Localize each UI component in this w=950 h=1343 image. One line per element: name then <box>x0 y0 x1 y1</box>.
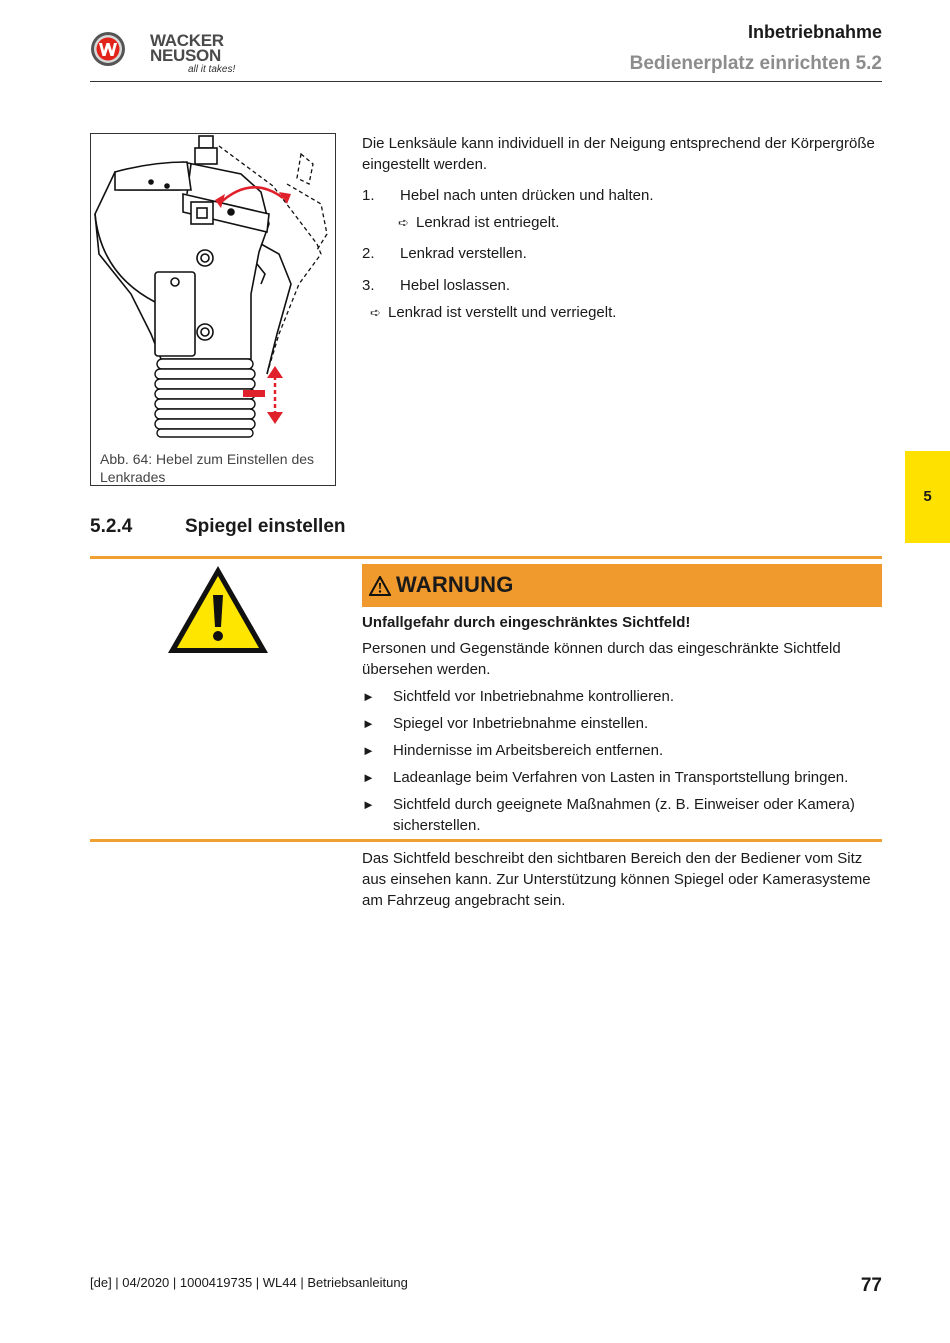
closing-paragraph: Das Sichtfeld beschreibt den sichtbaren Bereich den der Bediener vom Sitz aus einsehen kann. Zur Unterstützung können Spiegel oder Kamerasysteme am Fahrzeug angebracht sein. <box>362 850 871 909</box>
bullet-text: Spiegel vor Inbetriebnahme einstellen. <box>393 715 649 732</box>
brand-line-2: NEUSON <box>150 46 221 65</box>
result-text: Lenkrad ist entriegelt. <box>416 214 560 231</box>
warning-headline: Unfallgefahr durch eingeschränktes Sichtfeld! <box>362 614 691 631</box>
chapter-tab-label: 5 <box>923 488 932 505</box>
section-header: Bedienerplatz einrichten 5.2 <box>629 53 882 74</box>
result-text: Lenkrad ist verstellt und verriegelt. <box>388 304 617 321</box>
bullet-text: Hindernisse im Arbeitsbereich entfernen. <box>393 742 664 759</box>
final-result <box>370 302 616 323</box>
section-number: 5.2.4 <box>90 516 133 537</box>
intro-paragraph: Die Lenksäule kann individuell in der Neigung entsprechend der Körpergröße eingestellt werden. <box>362 135 875 173</box>
brand-wordmark <box>150 33 240 75</box>
bullet-arrow-icon: ► <box>362 797 375 812</box>
brand-line-1: WACKER <box>150 31 224 50</box>
warning-bottom-rule <box>90 839 882 842</box>
chapter-side-tab <box>905 451 950 543</box>
step-text: Hebel nach unten drücken und halten. <box>400 187 654 204</box>
bullet-arrow-icon: ► <box>362 770 375 785</box>
bullet-arrow-icon: ► <box>362 689 375 704</box>
bullet-arrow-icon: ► <box>362 716 375 731</box>
bullet-text: Ladeanlage beim Verfahren von Lasten in Transportstellung bringen. <box>393 769 849 786</box>
warning-label: WARNUNG <box>396 572 514 597</box>
result-arrow-icon: ➪ <box>370 305 381 320</box>
step-number: 3. <box>362 277 375 294</box>
bullet-text: Sichtfeld vor Inbetriebnahme kontrollieren. <box>393 688 674 705</box>
page-number: 77 <box>860 1275 882 1296</box>
warning-description: Personen und Gegenstände können durch das eingeschränkte Sichtfeld übersehen werden. <box>362 640 841 678</box>
warning-small-icon <box>369 576 391 601</box>
step-1-result <box>398 212 559 233</box>
step-text: Lenkrad verstellen. <box>400 245 527 262</box>
step-number: 2. <box>362 245 375 262</box>
warning-banner <box>362 564 882 607</box>
brand-tagline: all it takes! <box>188 64 236 75</box>
step-number: 1. <box>362 187 375 204</box>
result-arrow-icon: ➪ <box>398 215 409 230</box>
brand-logo-icon <box>90 31 126 67</box>
section-title: Spiegel einstellen <box>185 516 346 537</box>
bullet-arrow-icon: ► <box>362 743 375 758</box>
steering-column-illustration <box>91 134 337 487</box>
figure-caption: Abb. 64: Hebel zum Einstellen des Lenkrades <box>100 451 315 485</box>
header-divider <box>90 81 882 82</box>
chapter-title: Inbetriebnahme <box>747 22 882 42</box>
warning-top-rule <box>90 556 882 559</box>
step-text: Hebel loslassen. <box>400 277 511 294</box>
bullet-text: Sichtfeld durch geeignete Maßnahmen (z. B. Einweiser oder Kamera) sicherstellen. <box>393 796 855 834</box>
warning-triangle-icon <box>165 563 271 661</box>
footer-document-info: [de] | 04/2020 | 1000419735 | WL44 | Betriebsanleitung <box>90 1275 408 1290</box>
figure-steering-column <box>90 133 336 486</box>
